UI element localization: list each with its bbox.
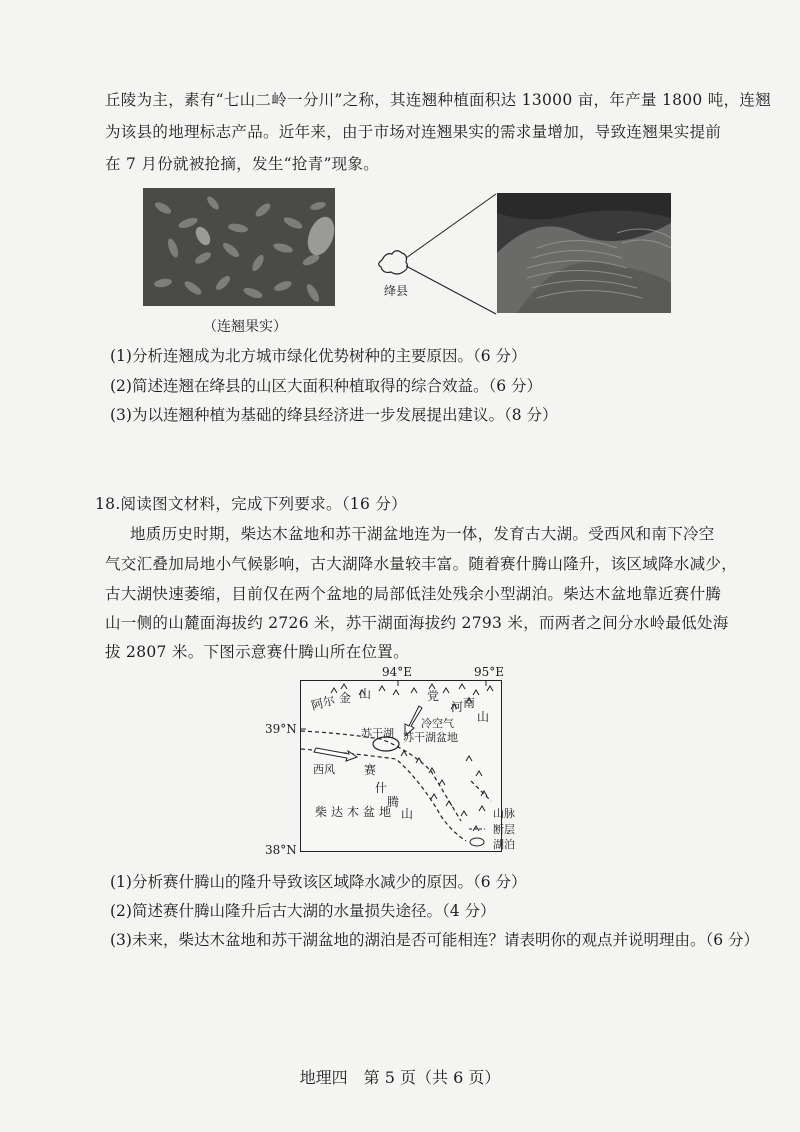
legend-mountain: 山脉 [493, 807, 515, 820]
lon-95-label: 95°E [474, 665, 505, 679]
lat-38-label: 38°N [265, 843, 297, 857]
saishiteng-map [300, 680, 515, 852]
lon-94-label: 94°E [382, 665, 413, 679]
map-label-shan3: 山 [401, 807, 414, 821]
legend-symbols [467, 825, 491, 849]
map-label-shan1: 山 [359, 687, 372, 701]
q18-para-5: 拔 2807 米。下图示意赛什腾山所在位置。 [105, 643, 409, 661]
map-label-teng: 腾 [387, 795, 400, 809]
q17-item-1: (1)分析连翘成为北方城市绿化优势树种的主要原因。（6 分） [110, 347, 527, 365]
map-label-qaidam: 柴达木盆地 [315, 805, 396, 819]
map-label-westerly: 西风 [313, 763, 335, 776]
intro-line-1: 丘陵为主，素有“七山二岭一分川”之称，其连翘种植面积达 13000 亩，年产量 1800 吨，连翘 [105, 91, 772, 109]
map-label-shi: 什 [375, 781, 388, 795]
map-label-suganhu: 苏干湖 [361, 727, 394, 740]
map-label-suganhu-basin: 苏干湖盆地 [403, 731, 458, 744]
map-label-he: 河 [451, 700, 464, 714]
forsythia-fruit-photo [143, 188, 335, 306]
page-footer: 地理四 第 5 页（共 6 页） [299, 1068, 501, 1087]
map-label-nan: 南 [463, 696, 476, 710]
photo-caption: （连翘果实） [203, 319, 287, 335]
q18-para-3: 古大湖快速萎缩，目前仅在两个盆地的局部低洼处残余小型湖泊。柴达木盆地靠近赛什腾 [105, 585, 722, 603]
county-label: 绛县 [384, 284, 409, 298]
q18-item-3: (3)未来，柴达木盆地和苏干湖盆地的湖泊是否可能相连？请表明你的观点并说明理由。（6 分） [110, 931, 759, 949]
q18-item-2: (2)简述赛什腾山隆升后古大湖的水量损失途径。（4 分） [110, 902, 496, 920]
q18-item-1: (1)分析赛什腾山的隆升导致该区域降水减少的原因。（6 分） [110, 873, 527, 891]
q18-para-2: 气交汇叠加局地小气候影响，古大湖降水量较丰富。随着赛什腾山隆升，该区域降水减少， [105, 555, 738, 573]
q17-item-2: (2)简述连翘在绛县的山区大面积种植取得的综合效益。（6 分） [110, 377, 542, 395]
map-label-dang: 党 [427, 689, 440, 703]
map-label-a-er: 阿尔 [309, 693, 337, 713]
q18-para-4: 山一侧的山麓面海拔约 2726 米，苏干湖面海拔约 2793 米，而两者之间分水岭最低处海 [105, 614, 729, 632]
q17-item-3: (3)为以连翘种植为基础的绛县经济进一步发展提出建议。（8 分） [110, 406, 558, 424]
q18-heading: 18.阅读图文材料，完成下列要求。（16 分） [95, 495, 407, 513]
map-label-cold-air: 冷空气 [421, 717, 454, 730]
map-label-jin: 金 [339, 691, 352, 705]
intro-line-2: 为该县的地理标志产品。近年来，由于市场对连翘果实的需求量增加，导致连翘果实提前 [105, 123, 722, 141]
map-label-sai: 赛 [364, 763, 377, 777]
intro-line-3: 在 7 月份就被抢摘，发生“抢青”现象。 [105, 155, 380, 173]
terraced-mountain-photo [497, 193, 671, 313]
map-label-shan2: 山 [477, 710, 490, 724]
lat-39-label: 39°N [265, 722, 297, 736]
county-locator-graphic [370, 190, 510, 320]
legend-fault: 断层 [493, 823, 515, 836]
legend-lake: 湖泊 [493, 838, 515, 851]
q18-para-1: 地质历史时期，柴达木盆地和苏干湖盆地连为一体，发育古大湖。受西风和南下冷空 [130, 525, 715, 543]
